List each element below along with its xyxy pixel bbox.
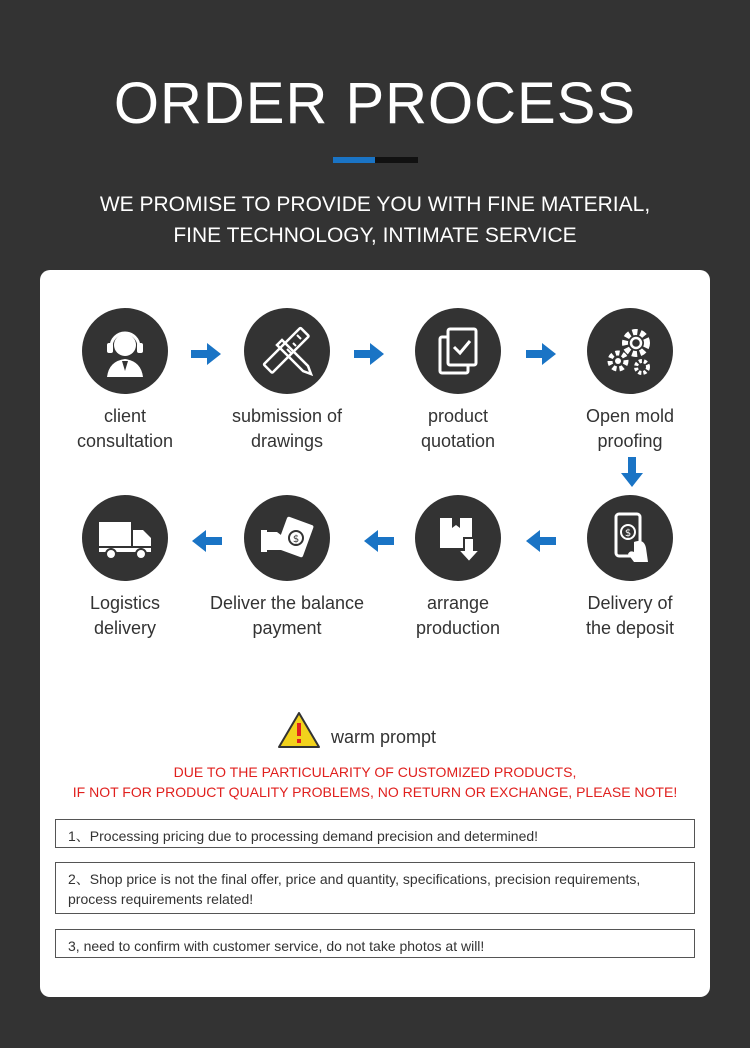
step-label: Delivery of the deposit (585, 593, 675, 638)
arrow-down-icon (621, 457, 643, 487)
step-submission-of-drawings (202, 308, 372, 454)
step-icon-circle (415, 495, 501, 581)
step-open-mold-proofing (545, 308, 715, 454)
step-icon-circle (587, 308, 673, 394)
step-logistics-delivery (40, 495, 210, 641)
page-title: ORDER PROCESS (113, 71, 637, 136)
document-check-icon (428, 321, 488, 381)
underline-dark-segment (375, 157, 418, 163)
step-label: arrange production (415, 593, 501, 638)
step-label: Open mold proofing (585, 406, 675, 451)
box-download-icon (428, 508, 488, 568)
gears-icon (600, 321, 660, 381)
step-client-consultation (40, 308, 210, 454)
step-deliver-the-balance-payment (202, 495, 372, 641)
rule-item-1: 1、Processing pricing due to processing demand precision and determined! (55, 819, 695, 848)
step-label: client consultation (76, 406, 174, 451)
step-delivery-of-the-deposit (545, 495, 715, 641)
title-underline (333, 157, 418, 163)
notice-line-2: IF NOT FOR PRODUCT QUALITY PROBLEMS, NO RETURN OR EXCHANGE, PLEASE NOTE! (72, 784, 678, 800)
step-icon-circle (244, 495, 330, 581)
subtitle-line-1: WE PROMISE TO PROVIDE YOU WITH FINE MATERIAL, (99, 193, 651, 216)
warm-prompt-label: warm prompt (331, 727, 437, 747)
step-icon-circle (82, 495, 168, 581)
underline-blue-segment (333, 157, 375, 163)
warning-triangle-icon (277, 711, 321, 749)
step-arrange-production (373, 495, 543, 641)
rule-item-2: 2、Shop price is not the final offer, price and quantity, specifications, precision requirements, process requirements related! (55, 862, 695, 914)
pencil-ruler-icon (257, 321, 317, 381)
step-icon-circle (82, 308, 168, 394)
subtitle-line-2: FINE TECHNOLOGY, INTIMATE SERVICE (173, 224, 577, 247)
step-product-quotation (373, 308, 543, 454)
step-icon-circle (415, 308, 501, 394)
svg-text:$: $ (292, 534, 300, 545)
svg-text:$: $ (624, 528, 632, 539)
process-card (40, 270, 710, 997)
notice-line-1: DUE TO THE PARTICULARITY OF CUSTOMIZED PRODUCTS, (173, 764, 577, 780)
customer-service-headset-icon (95, 321, 155, 381)
rule-item-3: 3, need to confirm with customer service, do not take photos at will! (55, 929, 695, 958)
money-hand-icon (257, 508, 317, 568)
step-icon-circle (587, 495, 673, 581)
phone-payment-icon (600, 508, 660, 568)
step-label: Deliver the balance payment (209, 593, 365, 638)
step-label: Logistics delivery (89, 593, 161, 638)
step-icon-circle (244, 308, 330, 394)
step-label: submission of drawings (231, 406, 343, 451)
truck-icon (95, 508, 155, 568)
step-label: product quotation (420, 406, 496, 451)
